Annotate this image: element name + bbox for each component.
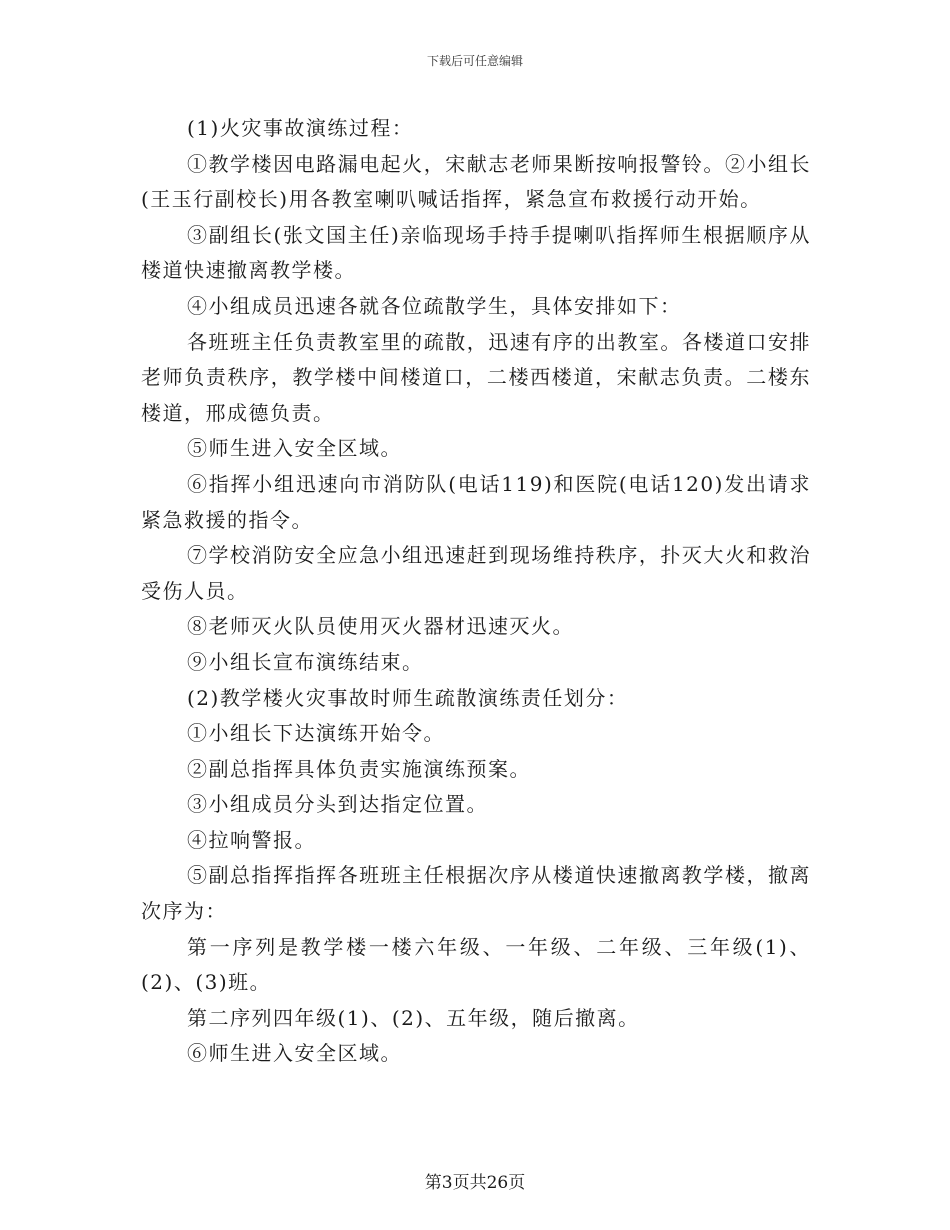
page-header: 下载后可任意编辑: [426, 54, 523, 68]
paragraph: ⑥师生进入安全区域。: [187, 1041, 402, 1066]
paragraph: ①教学楼因电路漏电起火，宋献志老师果断按响报警铃。②小组长(王玉行副校长)用各教室喇叭喊话指挥，紧急宣布救援行动开始。: [141, 151, 811, 212]
paragraph: ⑦学校消防安全应急小组迅速赶到现场维持秩序，扑灭大火和救治受伤人员。: [141, 543, 811, 603]
paragraph: ②副总指挥具体负责实施演练预案。: [187, 756, 531, 781]
page-footer: 第3页共26页: [424, 1173, 526, 1193]
paragraph: ③副组长(张文国主任)亲临现场手持手提喇叭指挥师生根据顺序从楼道快速撤离教学楼。: [141, 222, 811, 283]
paragraph: ①小组长下达演练开始令。: [187, 721, 445, 746]
paragraph: ⑨小组长宣布演练结束。: [187, 649, 424, 674]
paragraph: 第二序列四年级(1)、(2)、五年级，随后撤离。: [187, 1005, 640, 1030]
paragraph: ④小组成员迅速各就各位疏散学生，具体安排如下：: [187, 293, 682, 318]
document-body: [141, 111, 811, 1072]
paragraph: 第一序列是教学楼一楼六年级、一年级、二年级、三年级(1)、(2)、(3)班。: [141, 934, 811, 995]
section-heading: (2)教学楼火灾事故时师生疏散演练责任划分：: [187, 685, 629, 710]
paragraph: ④拉响警报。: [187, 827, 316, 852]
paragraph: ⑧老师灭火队员使用灭火器材迅速灭火。: [187, 614, 574, 639]
section-heading: (1)火灾事故演练过程：: [187, 116, 414, 140]
paragraph: 各班班主任负责教室里的疏散，迅速有序的出教室。各楼道口安排老师负责秩序，教学楼中间楼道口，二楼西楼道，宋献志负责。二楼东楼道，邢成德负责。: [141, 329, 811, 425]
paragraph: ③小组成员分头到达指定位置。: [187, 792, 488, 817]
paragraph: ⑤副总指挥指挥各班班主任根据次序从楼道快速撤离教学楼，撤离次序为：: [141, 863, 811, 924]
paragraph: ⑥指挥小组迅速向市消防队(电话119)和医院(电话120)发出请求紧急救援的指令。: [141, 471, 811, 532]
paragraph: ⑤师生进入安全区域。: [187, 436, 402, 461]
